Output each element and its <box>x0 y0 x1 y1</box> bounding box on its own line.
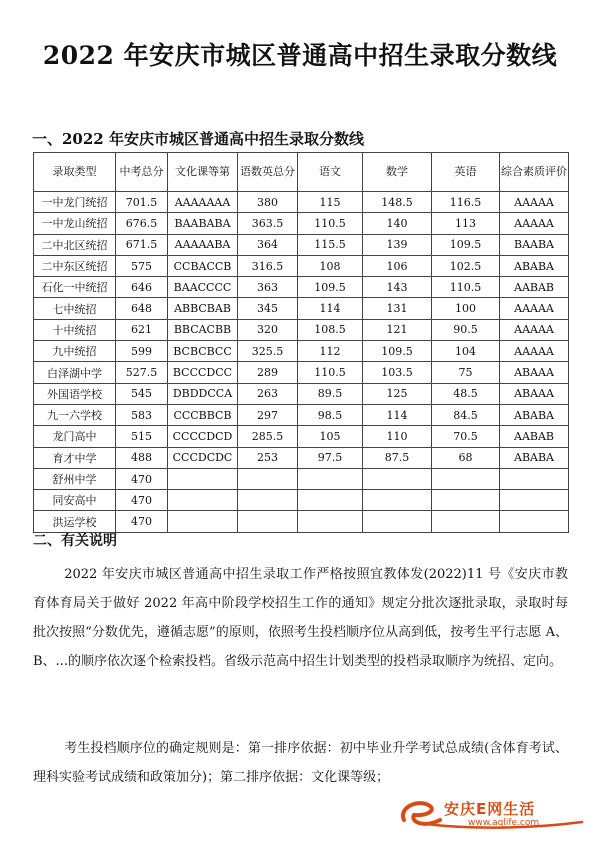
table-cell <box>238 511 298 532</box>
table-cell: 一中龙山统招 <box>34 213 116 234</box>
table-cell <box>238 468 298 489</box>
table-cell: DBDDCCA <box>168 383 238 404</box>
table-cell: CCCDCDC <box>168 447 238 468</box>
table-row <box>34 490 569 511</box>
table-cell: 488 <box>116 447 168 468</box>
table-cell: 515 <box>116 426 168 447</box>
table-cell: 100 <box>432 298 500 319</box>
watermark-url: www.aqlife.com <box>468 818 540 828</box>
table-row <box>34 383 569 404</box>
watermark-logo <box>396 794 586 832</box>
table-cell: 二中东区统招 <box>34 255 116 276</box>
table-cell: 同安高中 <box>34 490 116 511</box>
table-cell <box>363 468 432 489</box>
table-cell: 102.5 <box>432 255 500 276</box>
table-row <box>34 447 569 468</box>
table-cell: 108 <box>298 255 363 276</box>
table-cell: 364 <box>238 234 298 255</box>
table-cell: 285.5 <box>238 426 298 447</box>
table-cell <box>500 511 569 532</box>
table-cell: 龙门高中 <box>34 426 116 447</box>
table-cell: 97.5 <box>298 447 363 468</box>
table-cell: 527.5 <box>116 362 168 383</box>
table-cell: 701.5 <box>116 192 168 213</box>
table-cell: 380 <box>238 192 298 213</box>
table-cell: 621 <box>116 319 168 340</box>
table-cell: AAAAA <box>500 192 569 213</box>
table-cell: 148.5 <box>363 192 432 213</box>
table-cell: 115 <box>298 192 363 213</box>
table-cell: 90.5 <box>432 319 500 340</box>
table-cell: 545 <box>116 383 168 404</box>
table-cell: ABABA <box>500 404 569 425</box>
table-cell: 87.5 <box>363 447 432 468</box>
table-cell: AAAAA <box>500 341 569 362</box>
table-cell: 109.5 <box>432 234 500 255</box>
table-cell: 112 <box>298 341 363 362</box>
table-cell: AAAAA <box>500 298 569 319</box>
column-header: 录取类型 <box>34 153 116 192</box>
table-cell: 九一六学校 <box>34 404 116 425</box>
table-cell: BAABABA <box>168 213 238 234</box>
table-cell: 114 <box>298 298 363 319</box>
table-cell <box>363 490 432 511</box>
table-cell <box>363 511 432 532</box>
table-cell <box>298 490 363 511</box>
table-cell: 297 <box>238 404 298 425</box>
table-cell: 289 <box>238 362 298 383</box>
table-cell <box>500 468 569 489</box>
table-cell: 646 <box>116 277 168 298</box>
table-cell: 599 <box>116 341 168 362</box>
table-row <box>34 362 569 383</box>
table-header-row <box>34 153 569 192</box>
table-cell: 121 <box>363 319 432 340</box>
table-cell: CCCBBCB <box>168 404 238 425</box>
table-cell: 139 <box>363 234 432 255</box>
table-cell: 外国语学校 <box>34 383 116 404</box>
table-row <box>34 298 569 319</box>
table-cell: 一中龙门统招 <box>34 192 116 213</box>
table-cell: 七中统招 <box>34 298 116 319</box>
table-cell: 育才中学 <box>34 447 116 468</box>
table-cell: ABAAA <box>500 362 569 383</box>
table-cell: AAAAA <box>500 319 569 340</box>
table-cell: 363 <box>238 277 298 298</box>
table-cell <box>500 490 569 511</box>
table-row <box>34 468 569 489</box>
table-cell: CCBACCB <box>168 255 238 276</box>
table-cell: 470 <box>116 511 168 532</box>
table-cell: ABAAA <box>500 383 569 404</box>
table-cell: AABAB <box>500 277 569 298</box>
column-header: 英语 <box>432 153 500 192</box>
table-cell: AAAAA <box>500 213 569 234</box>
paragraph-2: 考生投档顺序位的确定规则是：第一排序依据：初中毕业升学考试总成绩(含体育考试、理科实验考试成绩和政策加分)；第二排序依据：文化课等级； <box>33 741 568 785</box>
column-header: 语文 <box>298 153 363 192</box>
table-cell: 108.5 <box>298 319 363 340</box>
table-cell: BCCCDCC <box>168 362 238 383</box>
table-cell: 345 <box>238 298 298 319</box>
table-cell: 89.5 <box>298 383 363 404</box>
table-cell: 舒州中学 <box>34 468 116 489</box>
table-row <box>34 213 569 234</box>
table-cell <box>238 490 298 511</box>
table-cell: 671.5 <box>116 234 168 255</box>
table-cell: 98.5 <box>298 404 363 425</box>
table-cell: 106 <box>363 255 432 276</box>
table-cell: BBCACBB <box>168 319 238 340</box>
column-header: 中考总分 <box>116 153 168 192</box>
table-cell: 325.5 <box>238 341 298 362</box>
table-cell: 84.5 <box>432 404 500 425</box>
table-cell: BAACCCC <box>168 277 238 298</box>
table-cell: AAAAAAA <box>168 192 238 213</box>
table-cell: 110 <box>363 426 432 447</box>
table-cell: 676.5 <box>116 213 168 234</box>
table-cell: BCBCBCC <box>168 341 238 362</box>
table-row <box>34 319 569 340</box>
table-cell <box>168 511 238 532</box>
table-body <box>34 192 569 533</box>
column-header: 数学 <box>363 153 432 192</box>
table-cell: 263 <box>238 383 298 404</box>
table-cell: 143 <box>363 277 432 298</box>
table-cell: AABAB <box>500 426 569 447</box>
table-cell: 103.5 <box>363 362 432 383</box>
section-heading-notes: 二、有关说明 <box>33 533 117 549</box>
table-row <box>34 192 569 213</box>
table-cell <box>298 468 363 489</box>
table-cell: 石化一中统招 <box>34 277 116 298</box>
table-cell: 九中统招 <box>34 341 116 362</box>
table-cell: 68 <box>432 447 500 468</box>
table-cell: 116.5 <box>432 192 500 213</box>
table-cell: 320 <box>238 319 298 340</box>
table-cell: 140 <box>363 213 432 234</box>
table-cell <box>298 511 363 532</box>
table-row <box>34 255 569 276</box>
table-cell: 131 <box>363 298 432 319</box>
table-cell: ABABA <box>500 255 569 276</box>
table-cell: 十中统招 <box>34 319 116 340</box>
table-row <box>34 277 569 298</box>
table-cell: 575 <box>116 255 168 276</box>
table-cell: 125 <box>363 383 432 404</box>
table-cell: BAABA <box>500 234 569 255</box>
table-cell: 二中北区统招 <box>34 234 116 255</box>
table-row <box>34 234 569 255</box>
table-cell: 470 <box>116 468 168 489</box>
table-cell: 470 <box>116 490 168 511</box>
table-cell: 110.5 <box>432 277 500 298</box>
table-cell: 109.5 <box>298 277 363 298</box>
table-cell: 110.5 <box>298 213 363 234</box>
table-cell: 110.5 <box>298 362 363 383</box>
table-cell: 104 <box>432 341 500 362</box>
score-table <box>33 152 569 533</box>
table-cell: 75 <box>432 362 500 383</box>
table-cell: 316.5 <box>238 255 298 276</box>
table-cell: 648 <box>116 298 168 319</box>
column-header: 语数英总分 <box>238 153 298 192</box>
table-row <box>34 404 569 425</box>
table-cell: 115.5 <box>298 234 363 255</box>
table-cell <box>168 490 238 511</box>
table-cell <box>432 468 500 489</box>
table-cell: 363.5 <box>238 213 298 234</box>
section-heading-scores: 一、2022 年安庆市城区普通高中招生录取分数线 <box>32 130 364 148</box>
column-header: 文化课等第 <box>168 153 238 192</box>
column-header: 综合素质评价 <box>500 153 569 192</box>
table-cell: 105 <box>298 426 363 447</box>
table-cell: 113 <box>432 213 500 234</box>
table-cell <box>432 490 500 511</box>
watermark-brand: 安庆E网生活 <box>444 800 536 818</box>
table-cell: 70.5 <box>432 426 500 447</box>
table-cell: 583 <box>116 404 168 425</box>
table-cell <box>168 468 238 489</box>
page-title: 2022 年安庆市城区普通高中招生录取分数线 <box>42 41 558 70</box>
table-cell: ABABA <box>500 447 569 468</box>
table-cell <box>432 511 500 532</box>
table-cell: ABBCBAB <box>168 298 238 319</box>
paragraph-1: 2022 年安庆市城区普通高中招生录取工作严格按照宜教体发(2022)11 号《安庆市教育体育局关于做好 2022 年高中阶段学校招生工作的通知》规定分批次逐批录取，录取时每批次按照“分数优先，遵循志愿”的原则，依照考生投档顺序位从高到低，按考生平行志愿 A、B、...的顺序依次逐个检索投档。省级示范高中招生计划类型的投档录取顺序为统招、定向。 <box>33 567 568 669</box>
table-cell: 114 <box>363 404 432 425</box>
table-cell: AAAAABA <box>168 234 238 255</box>
table-cell: 洪运学校 <box>34 511 116 532</box>
table-cell: 白泽湖中学 <box>34 362 116 383</box>
table-cell: 253 <box>238 447 298 468</box>
table-cell: 109.5 <box>363 341 432 362</box>
table-cell: CCCCDCD <box>168 426 238 447</box>
table-row <box>34 426 569 447</box>
table-cell: 48.5 <box>432 383 500 404</box>
table-row <box>34 341 569 362</box>
